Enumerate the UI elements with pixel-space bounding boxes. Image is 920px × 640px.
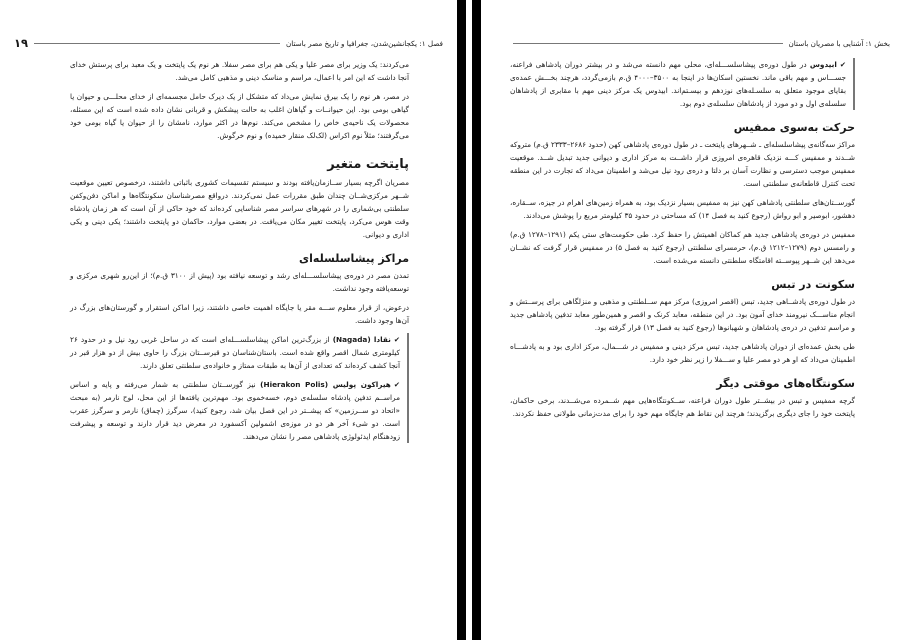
note-text: از بزرگ‌ترین اماکن پیشاسلســـله‌ای است که در ساحل غربی رود نیل و در حدود ۲۶ کیلومتری شمال اقصر واقع شده است. باستان‌شناسان دو قبرســتان بزرگ را حاوی بیش از دو هزار قبر در آنجا کشف کرده‌اند که تعدادی از آن‌ها به طبقات ممتاز و خانواده‌ی سلطنتی تعلق دارند. — [70, 335, 400, 370]
paragraph: مراکز سه‌گانه‌ی پیشاسلسله‌ای ـ شــهرهای پایتخت ـ در طول دوره‌ی پادشاهی کهن (حدود ۲۶۸۶–۲۳۳۳ ق.م) متروکه شــدند و ممفیس کـــه نزدیک قاهره‌ی امروزی قرار داشــت به مرکز اداری و دیوانی جدید تبدیل شــد. موقعیت ممفیس موجب دسترسی و نظارت آسان بر دلتا و دره‌ی رود نیل می‌شد و اطمینان می‌داد که تجارت در این منطقه تحت کنترل قاطعانه‌ی سلطنتی است. — [510, 140, 856, 188]
section-heading: مراکز پیشاسلسله‌ای — [299, 252, 409, 265]
note-item — [70, 333, 400, 372]
note-text: نیز گورســتان سلطنتی به شمار می‌رفته و پایه و اساس مراســم تدفین پادشاه سلسله‌ی دوم، خسه‌خموی بود. مهم‌ترین یافته‌ها از این محل، لوح نارمر (به مبحث «اتحاد دو ســرزمین» که پیشــتر در این فصل بیان شد، رجوع کنید)، سرگرز (چماق) نارمر و سرگرز عقرب است. دو شیء آخر هر دو در موزه‌ی اشمولین آکسفورد در معرض دید قرار دارند و توسعه و پیشرفت زودهنگام ایدئولوژی پادشاهی مصر را نشان می‌دهند. — [70, 380, 400, 441]
page-number: ۱۹ — [14, 36, 29, 50]
section-heading: سکونت در تبس — [771, 278, 855, 291]
left-page — [0, 0, 457, 640]
section-heading: حرکت به‌سوی ممفیس — [733, 121, 855, 134]
paragraph: گورســتان‌های سلطنتی پادشاهی کهن نیز به ممفیس بسیار نزدیک بود، به همراه زمین‌های اهرام در جیزه، ســقاره، دهشور، ابوصیر و ابو رواش (رجوع کنید به فصل ۱۴) که مساحتی در حدود ۳۵ کیلومتر مربع را پوشش می‌دادند. — [510, 198, 855, 220]
paragraph: درعوض، از قرار معلوم ســـه مقر یا جایگاه اهمیت خاصی داشتند، زیرا اماکن استقرار و گورستان‌های بزرگ در آن‌ها وجود داشت. — [70, 303, 409, 325]
section-heading: سکونتگاه‌های موقتی دیگر — [716, 377, 855, 390]
checkmark-icon: ✔ — [839, 60, 847, 69]
header-rule — [513, 43, 783, 44]
note-item — [510, 58, 846, 110]
note-box — [510, 58, 855, 110]
running-head-text: بخش ۱: آشنایی با مصریان باستان — [788, 38, 890, 48]
paragraph: تمدن مصر در دوره‌ی پیشاسلســـله‌ای رشد و توسعه نیافته بود (پیش از ۳۱۰۰ ق.م)؛ از این‌رو شهری مرکزی و توسعه‌یافته وجود نداشت. — [70, 271, 409, 293]
header-rule — [34, 43, 280, 44]
note-box — [70, 333, 409, 443]
paragraph: ممفیس در دوره‌ی پادشاهی جدید هم کماکان اهمیتش را حفظ کرد. طی حکومت‌های ستی یکم (۱۲۹۱–۱۲۷۸ ق.م) و رامسس دوم (۱۲۷۹–۱۲۱۲ ق.م)، حرمسرای سلطنتی (رجوع کنید به فصل ۵) در ممفیس قرار گرفت که نشــان می‌دهد این شــهر پیوســته اقامتگاه سلطنتی دانسته می‌شده است. — [510, 230, 855, 265]
book-gutter-bar — [472, 0, 481, 640]
left-page-body — [70, 58, 409, 449]
paragraph: می‌کردند: یک وزیر برای مصر علیا و یکی هم برای مصر سفلا. هر نوم یک پایتخت و یک معبد برای پرستش خدای آنجا داشت که این امر با اعمال، مراسم و مناسک دینی و مذهبی کامل می‌شد. — [70, 60, 409, 82]
paragraph: در مصر، هر نوم را یک بیرق نمایش می‌داد که متشکل از یک دیرک حامل مجسمه‌ای از خدای محلـــی و حیوان یا گیاهی بومی بود. این حیوانــات و گیاهان اغلب به حالت پیشکش و قربانی نشان داده شده است که این مسئله، محصولات یک ناحیه‌ی خاص را مشخص می‌کند. نوم‌ها در اکثر موارد، نامشان را از حیوان یا گیاه بومی خود می‌گرفتند؛ مثلاً نوم اکراس (لک‌لک منقار خمیده) و نوم خرگوش. — [70, 92, 409, 140]
paragraph: گرچه ممفیس و تبس در بیشــتر طول دوران فراعنه، ســکونتگاه‌هایی مهم شــمرده می‌شــدند، برخی حاکمان، پایتخت خود را جای دیگری برگزیدند؛ هرچند این نقاط هم جایگاه مهم خود را برای مدت‌زمانی طولانی حفظ نکردند. — [510, 396, 855, 418]
checkmark-icon: ✔ — [393, 335, 400, 344]
note-term: ابیدوس — [809, 60, 837, 69]
checkmark-icon: ✔ — [393, 380, 400, 389]
note-item — [70, 378, 400, 443]
note-term: نقادا (Nagada) — [332, 335, 391, 344]
running-head — [507, 36, 890, 50]
section-heading: پایتخت متغیر — [327, 157, 409, 172]
note-text: در طول دوره‌ی پیشاسلســـله‌ای، محلی مهم دانسته می‌شد و در بیشتر دوران پادشاهی فراعنه، جســـاس و مهم باقی ماند. نخستین اسکان‌ها در اینجا به ۳۵۰۰–۴۰۰۰ ق.م بازمی‌گردد، هرچند بخـــش عمده‌ی بقایای موجود متعلق به سلسـله‌های نوزدهم و بیسـتم‌اند. ابیدوس یک مرکز دینی مهم با مقابری از پادشاهان سلسله‌ی اول و دو مورد از پادشاهان سلسله‌ی دوم بود. — [510, 60, 847, 108]
right-page — [485, 0, 920, 640]
paragraph: مصریان اگرچه بسیار ســازمان‌یافته بودند و سیستم تقسیمات کشوری باثباتی داشتند، درخصوص تعیین موقعیت شــهر مرکزی‌شــان چندان طبق مقررات عمل نمی‌کردند. درواقع مصرشناسان سکونتگاه‌ها و اماکن دفن‌وکفن سلطنتی بی‌شماری را در شهرهای سراسر مصر شناسایی کرده‌اند که خود حاکی از آن است که هر زمان پادشاه وقت هوس می‌کرد، پایتخت تغییر مکان می‌یافت. در بعضی موارد، حاکمان دو پایتخت داشتند؛ یکی دینی و یکی اداری و دیوانی. — [70, 178, 409, 239]
note-term: هیراکون پولیس (Hierakon Polis) — [260, 380, 391, 389]
running-head-text: فصل ۱: یکجانشین‌شدن، جغرافیا و تاریخ مصر باستان — [286, 38, 443, 48]
right-page-body — [510, 58, 855, 426]
running-head — [8, 36, 443, 50]
paragraph: طی بخش عمده‌ای از دوران پادشاهی جدید، تبس مرکز دینی و ممفیس در شـــمال، مرکز اداری بود و به پادشـــاه اطمینان می‌داد که او هر دو مصر علیا و ســـفلا را زیر نظر خود دارد. — [510, 342, 855, 364]
book-gutter-bar — [457, 0, 466, 640]
paragraph: در طول دوره‌ی پادشــاهی جدید، تبس (اقصر امروزی) مرکز مهم ســلطنتی و مذهبی و منزلگاهی برای پرســتش و انجام مناســـک نیرومند خدای آمون بود. در این منطقه، معابد کرنک و اقصر و همین‌طور معابد تدفین پادشاهی جدید و مراسم تدفین در دره‌ی پادشاهان و شهبانوها (رجوع کنید به فصل ۱۳) قرار گرفته بود. — [510, 297, 855, 332]
